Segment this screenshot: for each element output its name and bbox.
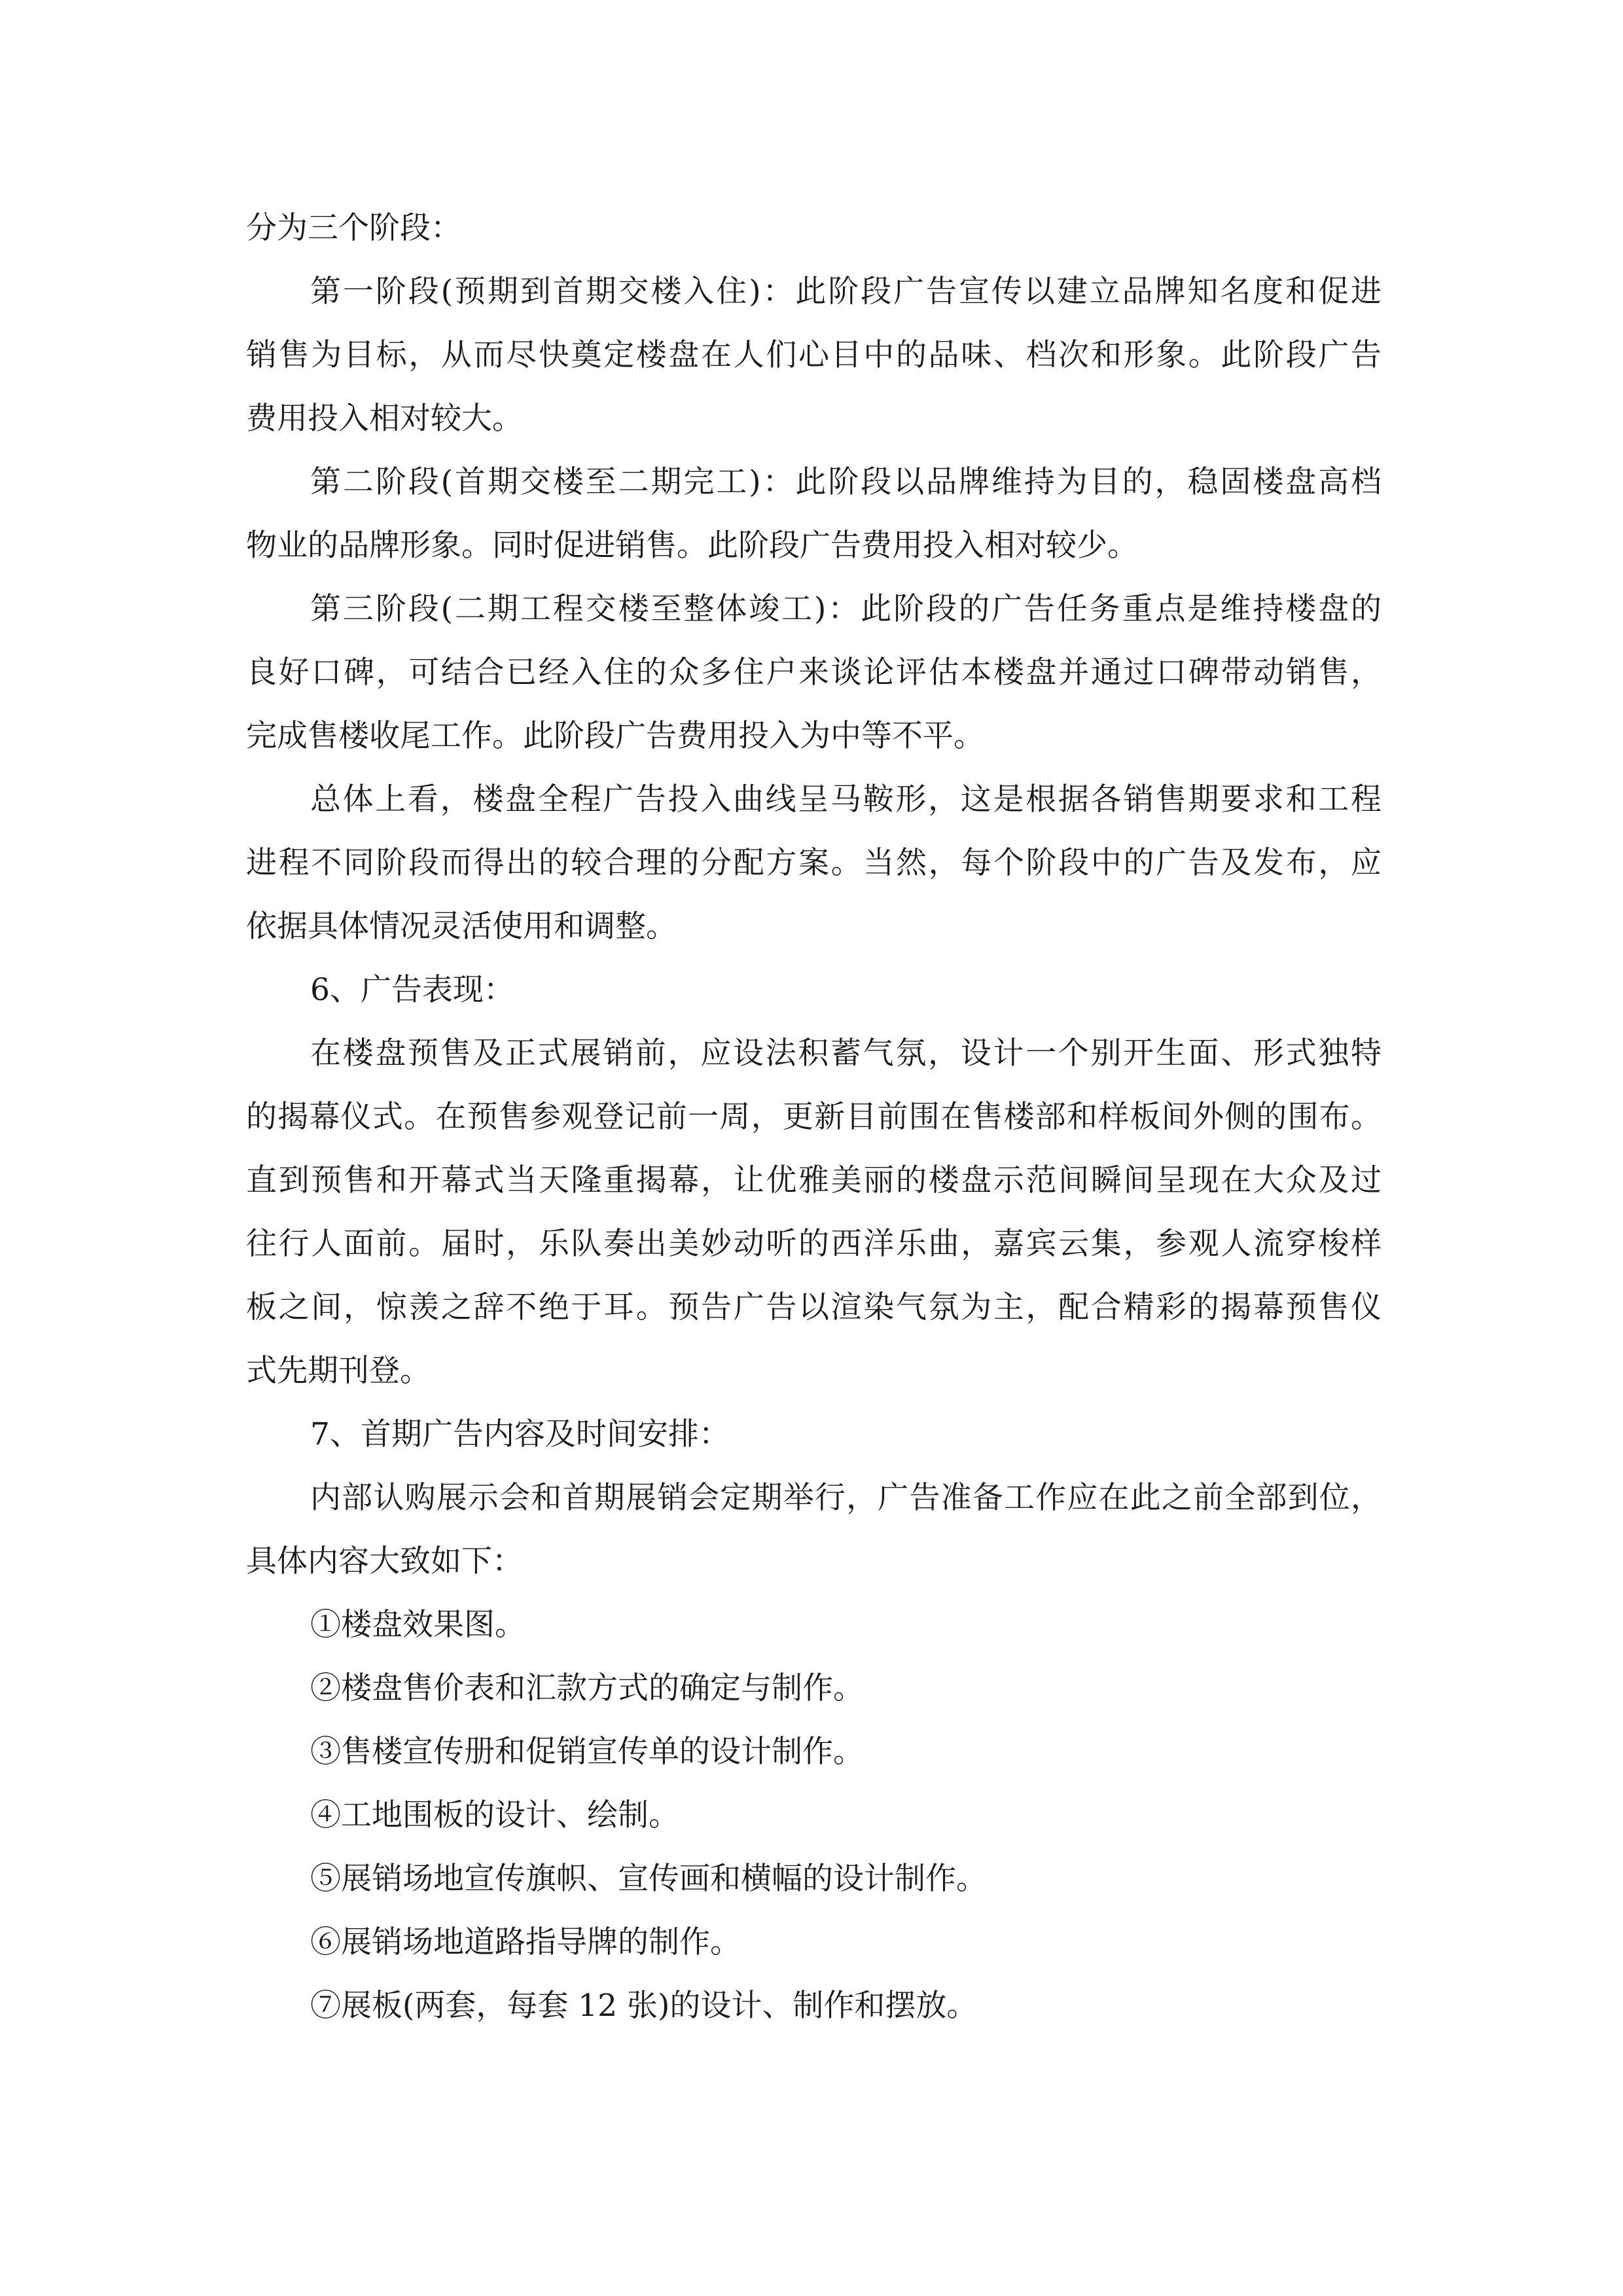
text-line: 的揭幕仪式。在预售参观登记前一周，更新目前围在售楼部和样板间外侧的围布。 — [246, 1099, 1382, 1135]
list-item: ②楼盘售价表和汇款方式的确定与制作。 — [310, 1670, 864, 1706]
list-item: ⑥展销场地道路指导牌的制作。 — [310, 1924, 741, 1960]
text-line: 良好口碑，可结合已经入住的众多住户来谈论评估本楼盘并通过口碑带动销售， — [246, 655, 1382, 691]
paragraph-line: 内部认购展示会和首期展销会定期举行，广告准备工作应在此之前全部到位， — [310, 1480, 1382, 1516]
text-line: 物业的品牌形象。同时促进销售。此阶段广告费用投入相对较少。 — [246, 528, 1138, 564]
list-item: ⑦展板(两套，每套 12 张)的设计、制作和摆放。 — [310, 1988, 978, 2024]
text-line: 依据具体情况灵活使用和调整。 — [246, 908, 677, 944]
document-body — [246, 196, 1382, 2037]
list-item: ③售楼宣传册和促销宣传单的设计制作。 — [310, 1734, 864, 1770]
list-item: ⑤展销场地宣传旗帜、宣传画和横幅的设计制作。 — [310, 1861, 987, 1897]
section-heading: 6、广告表现： — [310, 972, 514, 1008]
text-line: 进程不同阶段而得出的较合理的分配方案。当然，每个阶段中的广告及发布，应 — [246, 845, 1382, 881]
section-heading: 7、首期广告内容及时间安排： — [310, 1416, 730, 1452]
paragraph-line: 在楼盘预售及正式展销前，应设法积蓄气氛，设计一个别开生面、形式独特 — [310, 1035, 1382, 1071]
text-line: 式先期刊登。 — [246, 1353, 431, 1389]
text-line: 板之间，惊羡之辞不绝于耳。预告广告以渲染气氛为主，配合精彩的揭幕预售仪 — [246, 1289, 1382, 1325]
paragraph-line: 第一阶段(预期到首期交楼入住)：此阶段广告宣传以建立品牌知名度和促进 — [310, 274, 1382, 310]
text-line: 销售为目标，从而尽快奠定楼盘在人们心目中的品味、档次和形象。此阶段广告 — [246, 337, 1382, 373]
list-item: ①楼盘效果图。 — [310, 1607, 526, 1643]
paragraph-line: 总体上看，楼盘全程广告投入曲线呈马鞍形，这是根据各销售期要求和工程 — [310, 781, 1382, 817]
text-line: 具体内容大致如下： — [246, 1543, 523, 1579]
list-item: ④工地围板的设计、绘制。 — [310, 1797, 679, 1833]
text-line: 分为三个阶段： — [246, 210, 461, 246]
text-line: 直到预售和开幕式当天隆重揭幕，让优雅美丽的楼盘示范间瞬间呈现在大众及过 — [246, 1162, 1382, 1198]
text-line: 完成售楼收尾工作。此阶段广告费用投入为中等不平。 — [246, 718, 984, 754]
paragraph-line: 第二阶段(首期交楼至二期完工)：此阶段以品牌维持为目的，稳固楼盘高档 — [310, 464, 1382, 500]
text-line: 费用投入相对较大。 — [246, 401, 523, 437]
text-line: 往行人面前。届时，乐队奏出美妙动听的西洋乐曲，嘉宾云集，参观人流穿梭样 — [246, 1226, 1382, 1262]
paragraph-line: 第三阶段(二期工程交楼至整体竣工)：此阶段的广告任务重点是维持楼盘的 — [310, 591, 1382, 627]
